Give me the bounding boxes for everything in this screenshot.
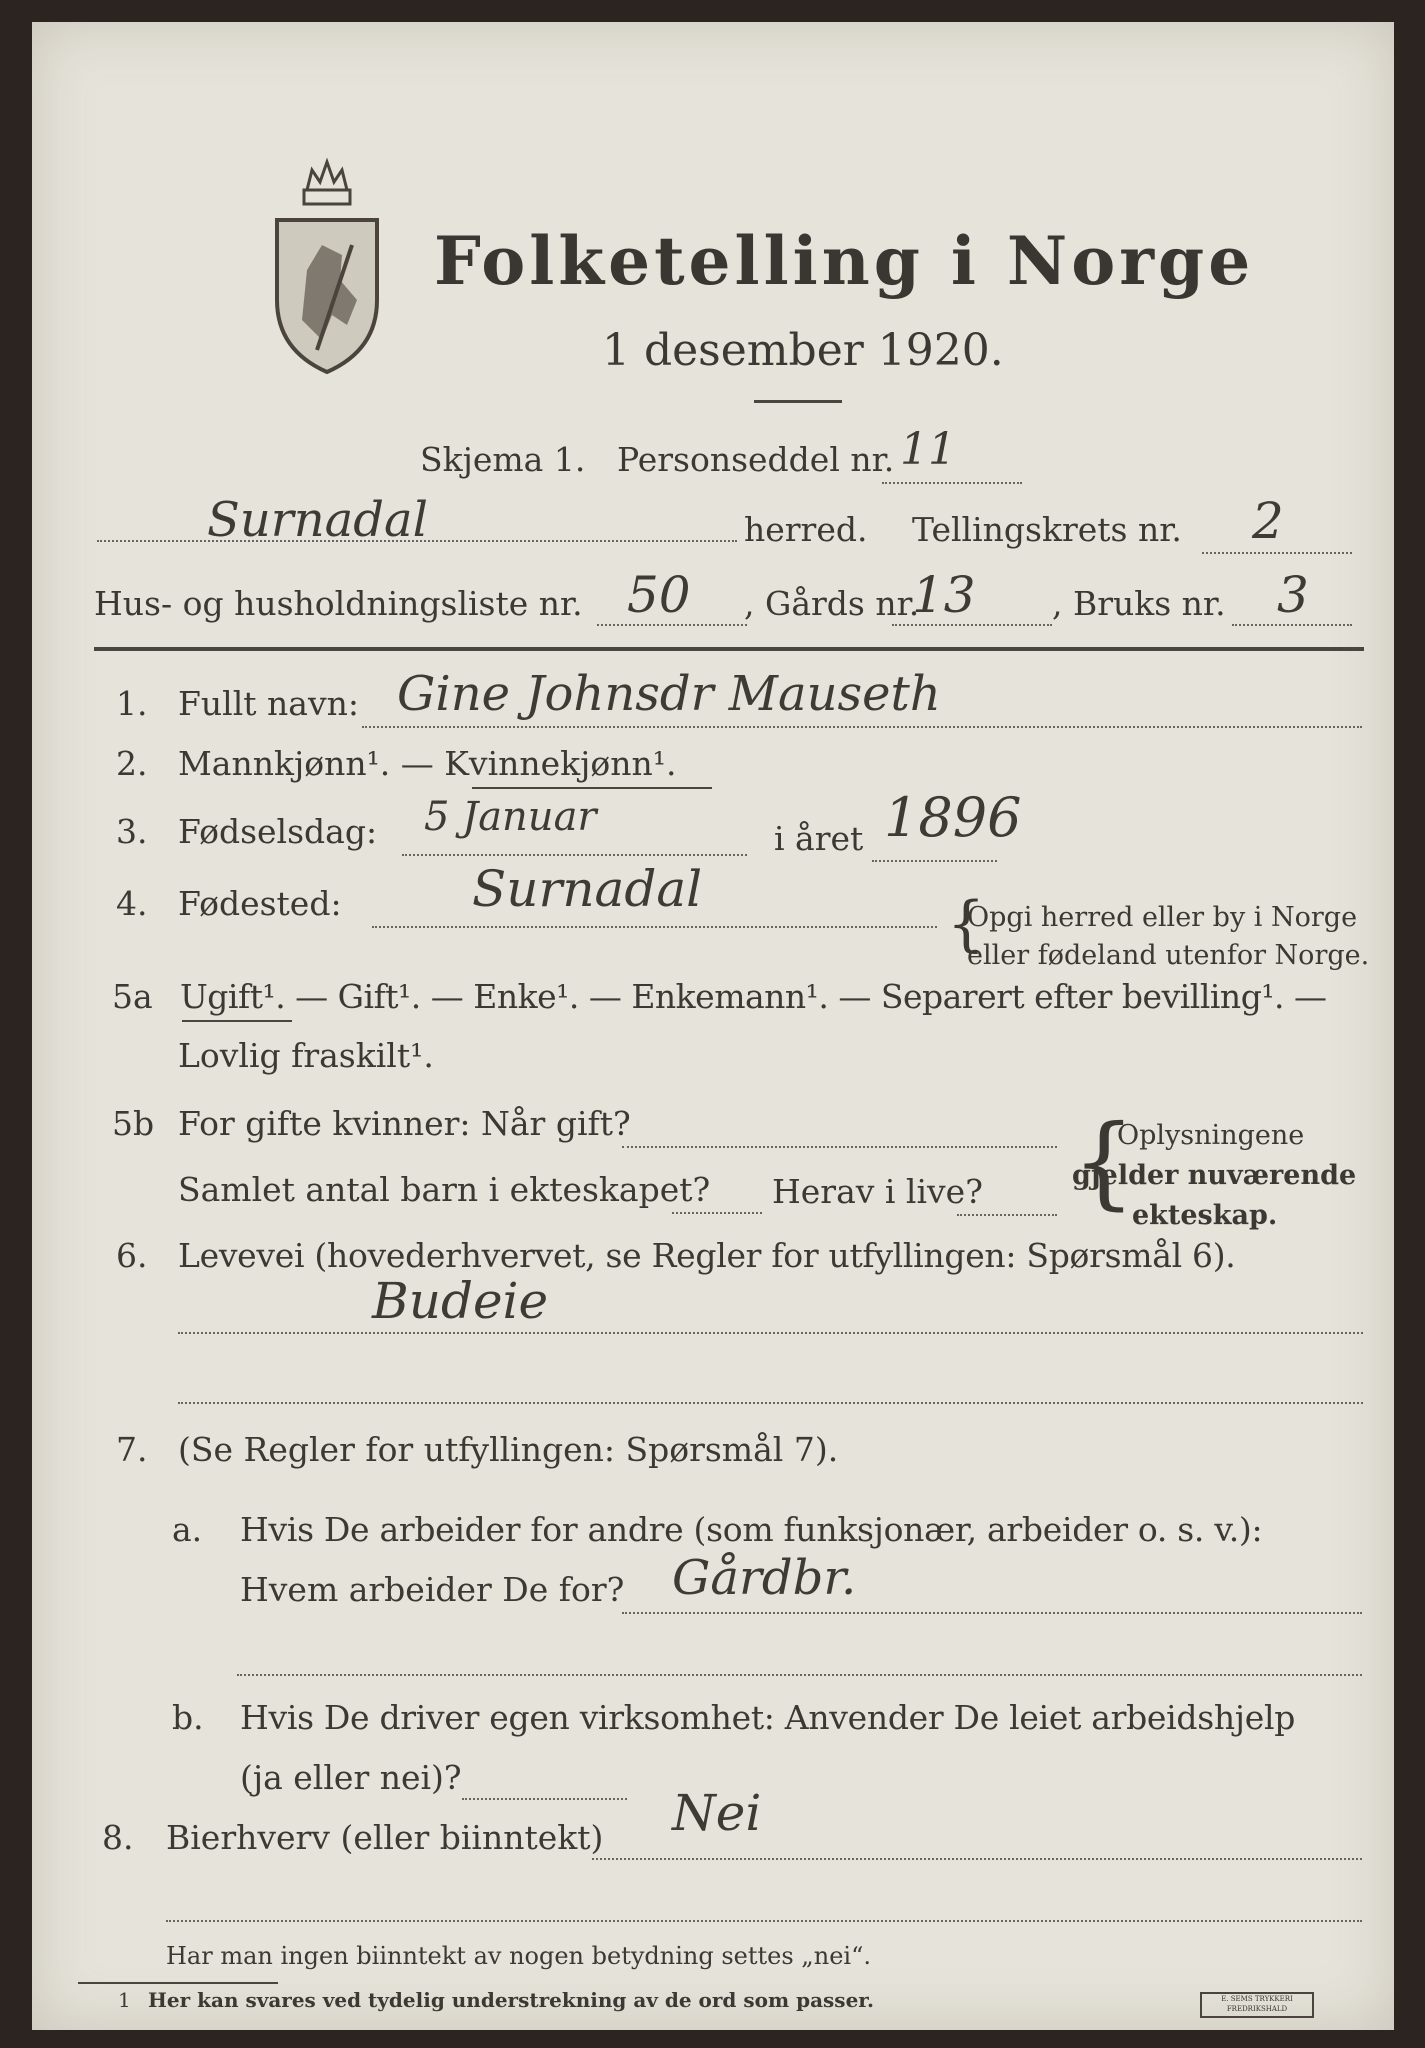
tellingskrets-value[interactable]: 2 <box>1252 492 1284 550</box>
q5b-note-2: gjelder nuværende <box>1072 1160 1357 1191</box>
census-form-page <box>32 22 1394 2030</box>
q5b-children-line <box>672 1212 762 1214</box>
q6-label: Levevei (hovederhvervet, se Regler for utfyllingen: Spørsmål 6). <box>178 1236 1236 1275</box>
birthday-value[interactable]: 5 Januar <box>424 794 597 840</box>
personseddel-label: Personseddel nr. <box>617 440 895 479</box>
marital-status-options-2[interactable]: Lovlig fraskilt¹. <box>178 1036 434 1075</box>
q8-line-2 <box>166 1920 1362 1922</box>
q1-label: Fullt navn: <box>178 684 359 723</box>
q8-line <box>592 1858 1362 1860</box>
q4-note-1: Opgi herred eller by i Norge <box>967 902 1358 933</box>
q5b-children-label: Samlet antal barn i ekteskapet? <box>178 1170 711 1209</box>
q6-line-2 <box>178 1402 1363 1404</box>
q5b-note-3: ekteskap. <box>1132 1200 1278 1231</box>
q5b-number: 5b <box>112 1104 155 1143</box>
q7b-label: Hvis De driver egen virksomhet: Anvender De leiet arbeidshjelp <box>240 1698 1296 1737</box>
q3-number: 3. <box>116 812 148 851</box>
occupation-value[interactable]: Budeie <box>372 1272 549 1330</box>
personseddel-line <box>882 482 1022 484</box>
q3-year-label: i året <box>774 819 864 858</box>
printer-stamp-text: E. SEMS TRYKKERI FREDRIKSHALD <box>1221 1995 1293 2013</box>
title-divider <box>754 400 842 403</box>
biinntekt-note: Har man ingen biinntekt av nogen betydning settes „nei“. <box>166 1942 871 1970</box>
footnote-rule <box>78 1982 278 1984</box>
footnote-text: Her kan svares ved tydelig understrekning av de ord som passer. <box>148 1988 874 2012</box>
q5b-note-1: Oplysningene <box>1117 1120 1305 1151</box>
herred-value[interactable]: Surnadal <box>207 492 428 548</box>
q7a-number: a. <box>172 1510 203 1549</box>
personseddel-value[interactable]: 11 <box>900 424 956 475</box>
q5b-label: For gifte kvinner: Når gift? <box>178 1104 631 1143</box>
gards-value[interactable]: 13 <box>912 566 976 624</box>
coat-of-arms-icon <box>262 150 392 380</box>
q7b-line <box>462 1798 627 1800</box>
gards-line <box>892 624 1052 626</box>
q5b-married-line <box>622 1146 1057 1148</box>
q1-number: 1. <box>116 684 148 723</box>
q4-number: 4. <box>116 884 148 923</box>
header-rule <box>94 647 1364 651</box>
q5a-number: 5a <box>112 977 153 1016</box>
q3-label: Fødselsdag: <box>178 812 378 851</box>
printer-stamp <box>1200 1992 1314 2018</box>
q7-number: 7. <box>116 1430 148 1469</box>
side-income-value[interactable]: Nei <box>672 1784 762 1842</box>
q4-label: Fødested: <box>178 884 342 923</box>
birthplace-value[interactable]: Surnadal <box>472 860 703 918</box>
kvinnekjonn-underline <box>472 787 712 789</box>
herred-label: herred. <box>744 510 868 549</box>
form-title: Folketelling i Norge <box>434 222 1255 300</box>
birth-year-value[interactable]: 1896 <box>884 786 1022 849</box>
bruks-value[interactable]: 3 <box>1277 566 1309 624</box>
full-name-value[interactable]: Gine Johnsdr Mauseth <box>397 666 941 722</box>
q8-number: 8. <box>102 1818 134 1857</box>
q7a-line <box>622 1612 1362 1614</box>
q7a-line-2 <box>237 1674 1362 1676</box>
footnote-mark: 1 <box>118 1988 131 2012</box>
gards-label: , Gårds nr. <box>744 584 920 623</box>
q7b-label-2: (ja eller nei)? <box>240 1758 462 1797</box>
hus-label: Hus- og husholdningsliste nr. <box>94 584 583 623</box>
hus-line <box>597 624 747 626</box>
q2-number: 2. <box>116 744 148 783</box>
q5b-alive-line <box>957 1214 1057 1216</box>
tellingskrets-line <box>1202 552 1352 554</box>
hus-value[interactable]: 50 <box>627 566 691 624</box>
ugift-underline <box>182 1020 292 1022</box>
q3-line <box>402 854 747 856</box>
q3-year-line <box>872 860 997 862</box>
marital-status-options[interactable]: Ugift¹. — Gift¹. — Enke¹. — Enkemann¹. — Separert efter bevilling¹. — <box>180 977 1327 1016</box>
employer-value[interactable]: Gårdbr. <box>672 1550 857 1606</box>
q1-line <box>362 726 1362 728</box>
q7a-label-2: Hvem arbeider De for? <box>240 1570 625 1609</box>
q8-label: Bierhverv (eller biinntekt) <box>166 1818 604 1857</box>
gender-options[interactable]: Mannkjønn¹. — Kvinnekjønn¹. <box>178 744 677 783</box>
q4-line <box>372 926 937 928</box>
q7b-number: b. <box>172 1698 204 1737</box>
q6-number: 6. <box>116 1236 148 1275</box>
q4-brace: { <box>947 889 986 959</box>
q4-note-2: eller fødeland utenfor Norge. <box>967 940 1370 971</box>
q5b-brace: { <box>1072 1103 1136 1220</box>
q5b-alive-label: Herav i live? <box>772 1172 983 1211</box>
q6-line-1 <box>178 1332 1363 1334</box>
skjema-label: Skjema 1. <box>420 440 586 479</box>
q7-label: (Se Regler for utfyllingen: Spørsmål 7). <box>178 1430 839 1469</box>
q7a-label: Hvis De arbeider for andre (som funksjonær, arbeider o. s. v.): <box>240 1510 1263 1549</box>
tellingskrets-label: Tellingskrets nr. <box>912 510 1182 549</box>
bruks-label: , Bruks nr. <box>1052 584 1226 623</box>
census-date: 1 desember 1920. <box>602 325 1004 376</box>
bruks-line <box>1232 624 1352 626</box>
